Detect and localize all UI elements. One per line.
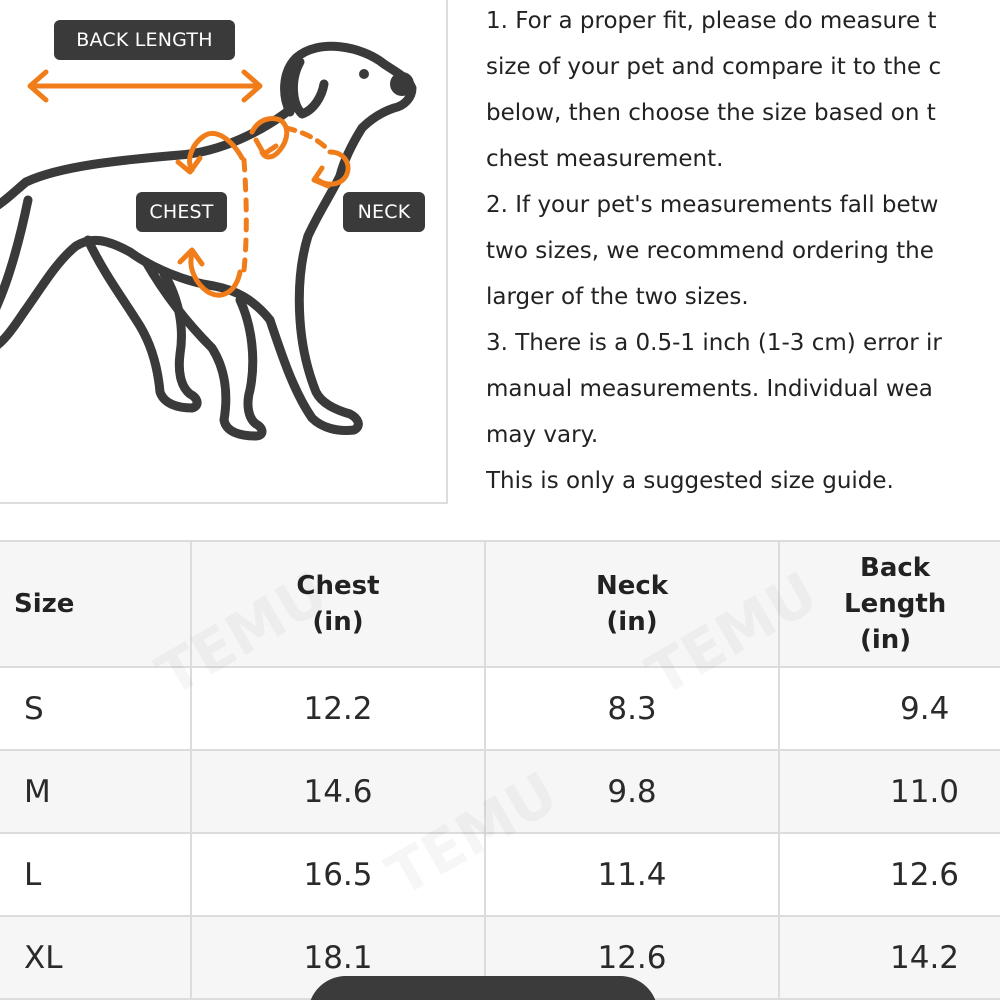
header-chest: Chest (in) bbox=[191, 541, 485, 667]
instruction-line-4: chest measurement. bbox=[486, 146, 724, 172]
neck-label: NECK bbox=[343, 192, 425, 232]
header-back-length: Back Length (in) bbox=[779, 541, 1000, 667]
cell-size: XL bbox=[0, 916, 191, 999]
cell-back-length: 14.2 bbox=[779, 916, 1000, 999]
instruction-line-3: below, then choose the size based on t bbox=[486, 100, 936, 126]
instruction-line-9: manual measurements. Individual wea bbox=[486, 376, 933, 402]
instruction-line-6: two sizes, we recommend ordering the bbox=[486, 238, 934, 264]
cell-chest: 18.1 bbox=[191, 916, 485, 999]
cell-neck: 8.3 bbox=[485, 667, 779, 750]
cell-neck: 12.6 bbox=[485, 916, 779, 999]
cell-neck: 9.8 bbox=[485, 750, 779, 833]
instruction-line-7: larger of the two sizes. bbox=[486, 284, 749, 310]
instruction-line-5: 2. If your pet's measurements fall betw bbox=[486, 192, 939, 218]
cell-size: S bbox=[0, 667, 191, 750]
neck-arrow-head-lower bbox=[314, 168, 328, 186]
chest-dashed-line bbox=[244, 160, 246, 270]
table-row bbox=[0, 667, 1000, 750]
instruction-line-2: size of your pet and compare it to the c bbox=[486, 54, 942, 80]
cell-chest: 12.2 bbox=[191, 667, 485, 750]
neck-dashed-line bbox=[286, 128, 330, 152]
table-header-row bbox=[0, 541, 1000, 667]
cell-neck: 11.4 bbox=[485, 833, 779, 916]
chest-label: CHEST bbox=[136, 192, 227, 232]
cell-size: M bbox=[0, 750, 191, 833]
size-chart-table bbox=[0, 540, 1000, 1000]
neck-arrow-head-top bbox=[256, 140, 276, 154]
header-neck: Neck (in) bbox=[485, 541, 779, 667]
dog-eye bbox=[359, 69, 369, 79]
instruction-line-1: 1. For a proper fit, please do measure t bbox=[486, 8, 937, 34]
table-row bbox=[0, 833, 1000, 916]
dog-outline bbox=[0, 46, 414, 436]
dog-nose bbox=[390, 72, 414, 96]
cell-size: L bbox=[0, 833, 191, 916]
cell-back-length: 11.0 bbox=[779, 750, 1000, 833]
header-size: Size bbox=[0, 541, 191, 667]
instruction-line-10: may vary. bbox=[486, 422, 599, 448]
dog-diagram bbox=[0, 0, 448, 504]
cell-chest: 16.5 bbox=[191, 833, 485, 916]
dog-ear bbox=[293, 62, 324, 114]
sizing-instructions bbox=[486, 0, 1000, 505]
cell-back-length: 12.6 bbox=[779, 833, 1000, 916]
dog-tail-underside bbox=[0, 200, 28, 320]
measurement-illustration bbox=[0, 0, 448, 504]
table-row bbox=[0, 750, 1000, 833]
bottom-overlay-bar[interactable] bbox=[308, 976, 658, 1000]
back-length-label: BACK LENGTH bbox=[54, 20, 235, 60]
cell-back-length: 9.4 bbox=[779, 667, 1000, 750]
instruction-line-11: This is only a suggested size guide. bbox=[486, 468, 894, 494]
instruction-line-8: 3. There is a 0.5-1 inch (1-3 cm) error ir bbox=[486, 330, 942, 356]
cell-chest: 14.6 bbox=[191, 750, 485, 833]
dog-rear-leg bbox=[0, 312, 24, 350]
dog-belly bbox=[24, 240, 270, 320]
